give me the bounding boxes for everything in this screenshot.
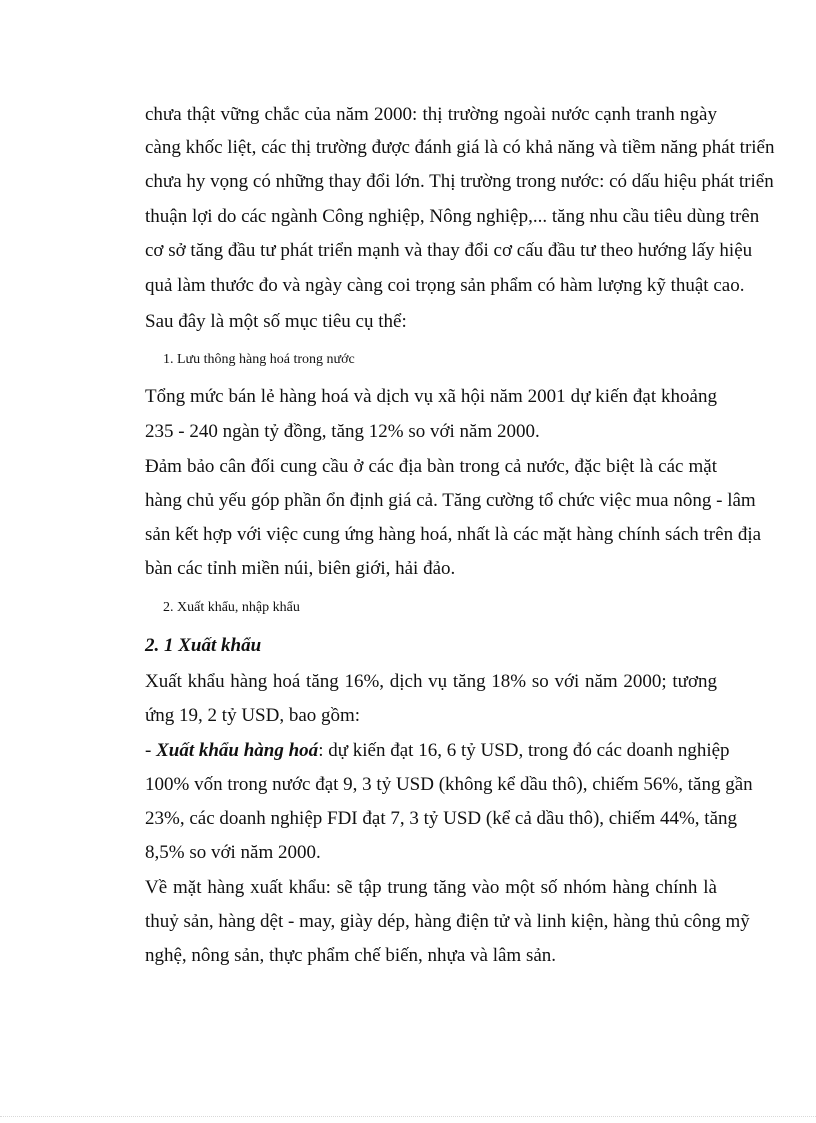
bullet-line: 100% vốn trong nước đạt 9, 3 tỷ USD (không kể dầu thô), chiếm 56%, tăng gần bbox=[145, 774, 753, 795]
subsection-heading: 2. 1 Xuất khẩu bbox=[145, 635, 262, 656]
paragraph-line: chưa hy vọng có những thay đổi lớn. Thị trường trong nước: có dấu hiệu phát triển bbox=[145, 171, 774, 192]
subsection-paragraph-line: Xuất khẩu hàng hoá tăng 16%, dịch vụ tăng 18% so với năm 2000; tương bbox=[145, 671, 717, 692]
section1-paragraph-line: Tổng mức bán lẻ hàng hoá và dịch vụ xã hội năm 2001 dự kiến đạt khoảng bbox=[145, 386, 717, 407]
bullet-line: 8,5% so với năm 2000. bbox=[145, 842, 321, 863]
paragraph-line: cơ sở tăng đầu tư phát triển mạnh và thay đổi cơ cấu đầu tư theo hướng lấy hiệu bbox=[145, 240, 753, 261]
page-footer-rule bbox=[0, 1116, 816, 1118]
bullet-label: Xuất khẩu hàng hoá bbox=[156, 740, 319, 761]
bullet-line bbox=[145, 739, 730, 763]
paragraph-line: thuận lợi do các ngành Công nghiệp, Nông nghiệp,... tăng nhu cầu tiêu dùng trên bbox=[145, 206, 760, 227]
bullet-prefix: - bbox=[145, 740, 157, 761]
section1-paragraph-line: 235 - 240 ngàn tỷ đồng, tăng 12% so với năm 2000. bbox=[145, 421, 540, 442]
subsection-paragraph-line: ứng 19, 2 tỷ USD, bao gồm: bbox=[145, 705, 361, 726]
bullet-text: : dự kiến đạt 16, 6 tỷ USD, trong đó các doanh nghiệp bbox=[318, 740, 730, 761]
intro-text: Sau đây là một số mục tiêu cụ thể: bbox=[145, 311, 407, 332]
paragraph-line: quả làm thước đo và ngày càng coi trọng sản phẩm có hàm lượng kỹ thuật cao. bbox=[145, 275, 745, 296]
paragraph-line: chưa thật vững chắc của năm 2000: thị trường ngoài nước cạnh tranh ngày bbox=[145, 104, 717, 125]
section1-paragraph-line: hàng chủ yếu góp phần ổn định giá cả. Tăng cường tổ chức việc mua nông - lâm bbox=[145, 490, 756, 511]
section1-paragraph-line: bàn các tỉnh miền núi, biên giới, hải đảo. bbox=[145, 558, 456, 579]
section-heading-2: 2. Xuất khẩu, nhập khẩu bbox=[163, 600, 300, 615]
paragraph-line: càng khốc liệt, các thị trường được đánh giá là có khả năng và tiềm năng phát triển bbox=[145, 137, 775, 158]
subsection-paragraph-line: nghệ, nông sản, thực phẩm chế biến, nhựa và lâm sản. bbox=[145, 945, 557, 966]
section1-paragraph-line: sản kết hợp với việc cung ứng hàng hoá, nhất là các mặt hàng chính sách trên địa bbox=[145, 524, 762, 545]
subsection-paragraph-line: Về mặt hàng xuất khẩu: sẽ tập trung tăng vào một số nhóm hàng chính là bbox=[145, 877, 717, 898]
bullet-line: 23%, các doanh nghiệp FDI đạt 7, 3 tỷ USD (kể cả dầu thô), chiếm 44%, tăng bbox=[145, 808, 738, 829]
subsection-paragraph-line: thuỷ sản, hàng dệt - may, giày dép, hàng điện tử và linh kiện, hàng thủ công mỹ bbox=[145, 911, 750, 932]
section1-paragraph-line: Đảm bảo cân đối cung cầu ở các địa bàn trong cả nước, đặc biệt là các mặt bbox=[145, 456, 717, 477]
section-heading-1: 1. Lưu thông hàng hoá trong nước bbox=[163, 352, 355, 367]
